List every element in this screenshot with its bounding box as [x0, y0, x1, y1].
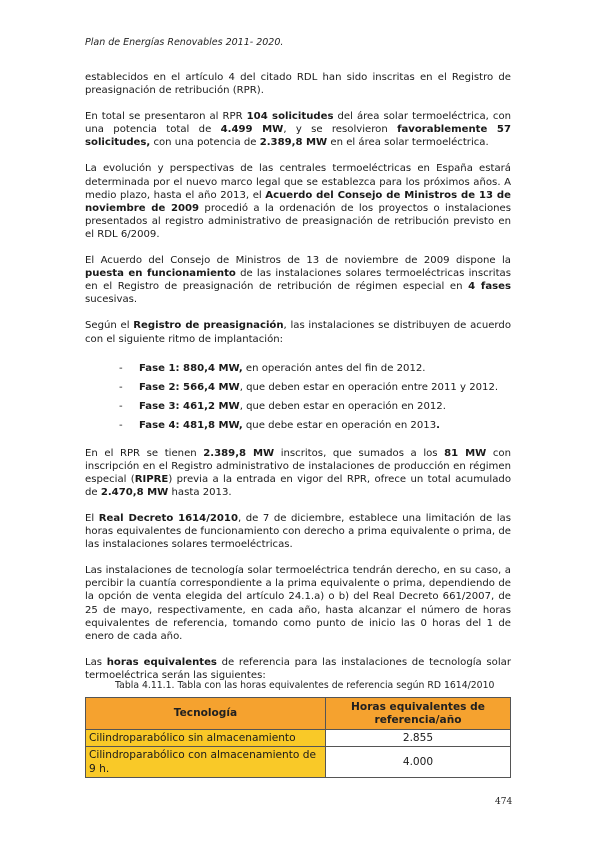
paragraph-8: Las instalaciones de tecnología solar termoeléctrica tendrán derecho, en su caso, a percibir la cuantía correspondiente a la prima equivalente o prima, dependiendo de la opción de venta elegida del artículo 24.1.a) o b) del Real Decreto 661/2007, de 25 de mayo, respectivamente, en cada año, hasta alcanzar el número de horas equivalentes de referencia, tomando como punto de inicio las 0 horas del 1 de enero de cada año.	[85, 565, 511, 642]
paragraph-3: La evolución y perspectivas de las centrales termoeléctricas en España estará determinada por el nuevo marco legal que se establezca para los próximos años. A medio plazo, hasta el año 2013, el Acuerdo del Consejo de Ministros de 13 de noviembre de 2009 procedió a la ordenación de los proyectos o instalaciones presentados al registro administrativo de preasignación de retribución previsto en el RDL 6/2009.	[85, 163, 512, 240]
paragraph-9: Las horas equivalentes de referencia para las instalaciones de tecnología solar termoeléctrica serán las siguientes:	[85, 656, 511, 681]
paragraph-7: El Real Decreto 1614/2010, de 7 de diciembre, establece una limitación de las horas equivalentes de funcionamiento con derecho a prima equivalente o prima, de las instalaciones solares termoeléctricas.	[85, 512, 512, 551]
hours-cell: 2.855	[326, 730, 511, 747]
page-number: 474	[495, 797, 513, 807]
paragraph-5: Según el Registro de preasignación, las instalaciones se distribuyen de acuerdo con el siguiente ritmo de implantación:	[85, 320, 511, 345]
running-header: Plan de Energías Renovables 2011- 2020.	[85, 37, 284, 48]
paragraph-1: establecidos en el artículo 4 del citado RDL han sido inscritas en el Registro de preasignación de retribución (RPR).	[85, 72, 511, 97]
table-header-row	[86, 698, 511, 730]
technology-cell: Cilindroparabólico sin almacenamiento	[86, 730, 326, 747]
phase-item: - Fase 4: 481,8 MW, que debe estar en operación en 2013.	[85, 416, 511, 435]
reference-hours-table	[85, 697, 511, 778]
paragraph-6: En el RPR se tienen 2.389,8 MW inscritos, que sumados a los 81 MW con inscripción en el Registro administrativo de instalaciones de producción en régimen especial (RIPRE) previa a la entrada en vigor del RPR, ofrece un total acumulado de 2.470,8 MW hasta 2013.	[85, 447, 512, 498]
table-row	[86, 730, 511, 747]
column-header-technology: Tecnología	[86, 698, 326, 730]
phase-item: - Fase 1: 880,4 MW, en operación antes del fin de 2012.	[85, 359, 511, 378]
paragraph-2: En total se presentaron al RPR 104 solicitudes del área solar termoeléctrica, con una potencia total de 4.499 MW, y se resolvieron favorablemente 57 solicitudes, con una potencia de 2.389,8 MW en el área solar termoeléctrica.	[85, 111, 512, 149]
table-row	[86, 747, 511, 778]
hours-cell: 4.000	[326, 747, 511, 778]
phase-item: - Fase 2: 566,4 MW, que deben estar en operación entre 2011 y 2012.	[85, 378, 511, 397]
paragraph-4: El Acuerdo del Consejo de Ministros de 13 de noviembre de 2009 dispone la puesta en funcionamiento de las instalaciones solares termoeléctricas inscritas en el Registro de preasignación de retribución de régimen especial en 4 fases sucesivas.	[85, 255, 511, 306]
body-text	[85, 71, 511, 695]
table-caption: Tabla 4.11.1. Tabla con las horas equivalentes de referencia según RD 1614/2010	[115, 680, 495, 691]
phase-item: - Fase 3: 461,2 MW, que deben estar en operación en 2012.	[85, 397, 511, 416]
column-header-hours: Horas equivalentes de referencia/año	[326, 698, 511, 730]
phase-list	[85, 359, 511, 435]
technology-cell: Cilindroparabólico con almacenamiento de 9 h.	[86, 747, 326, 778]
